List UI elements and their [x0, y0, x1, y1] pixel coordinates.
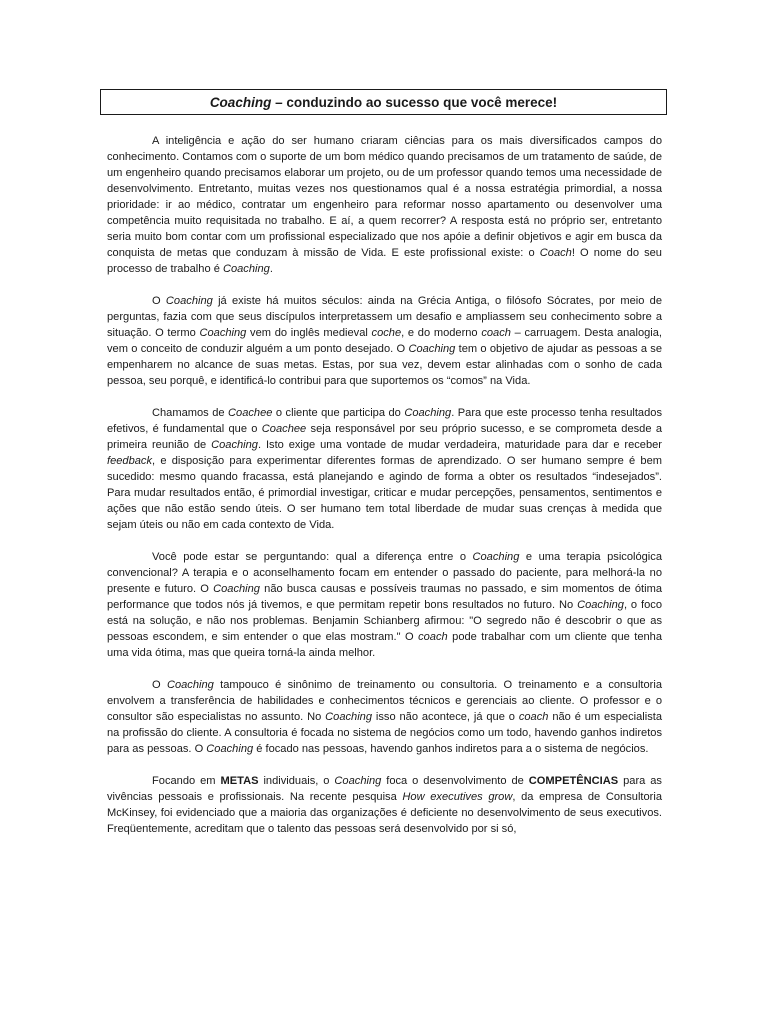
paragraph-run: Coaching: [472, 551, 520, 563]
paragraph-run: Coaching: [325, 711, 373, 723]
title-box: [100, 89, 667, 115]
paragraph: [107, 773, 662, 837]
paragraph-run: coach: [481, 327, 511, 339]
paragraph-run: O: [152, 295, 166, 307]
paragraph-run: ! O nome do seu processo de trabalho é: [107, 247, 662, 275]
title-italic: Coaching: [209, 94, 272, 110]
paragraph-run: coach: [418, 631, 448, 643]
paragraph-run: individuais, o: [258, 775, 335, 787]
paragraph-run: Coaching: [206, 743, 254, 755]
paragraph-run: o cliente que participa do: [272, 407, 405, 419]
paragraph-run: e uma terapia psicológica convencional? A terapia e o aconselhamento focam em entender o passado do paciente, para melhorá-la no presente e futuro. O: [107, 551, 662, 595]
paragraph-run: Coaching: [199, 327, 247, 339]
paragraph-run: Focando em: [152, 775, 221, 787]
paragraph-run: Você pode estar se perguntando: qual a diferença entre o: [152, 551, 473, 563]
paragraph-run: METAS: [220, 775, 259, 787]
paragraph-run: How executives grow: [402, 791, 513, 803]
paragraph-run: seja responsável por seu próprio sucesso, e se comprometa desde a primeira reunião de: [107, 423, 662, 451]
paragraph-run: Coaching: [166, 679, 214, 691]
paragraph-run: Chamamos de: [152, 407, 229, 419]
paragraph: [107, 133, 662, 277]
paragraph-run: não busca causas e possíveis traumas no passado, e sim momentos de ótima performance que todos nós já tivemos, e que permitam repetir bons resultados no futuro. No: [107, 583, 662, 611]
paragraph-run: Coaching: [211, 439, 258, 451]
paragraph-run: já existe há muitos séculos: ainda na Grécia Antiga, o filósofo Sócrates, por meio de perguntas, fazia com que seus discípulos interpretassem um desafio e ampliassem seu conhecimento sobre a situação. O termo: [107, 295, 662, 339]
paragraph-run: tampouco é sinônimo de treinamento ou consultoria. O treinamento e a consultoria envolvem a transferência de habilidades e conhecimentos técnicos e gerenciais ao cliente. O professor e o consultor são especialistas no assunto. No: [107, 679, 662, 723]
paragraph-run: coche: [371, 327, 402, 339]
paragraph-run: para as vivências pessoais e profissionais. Na recente pesquisa: [107, 775, 662, 803]
paragraph-run: é focado nas pessoas, havendo ganhos indiretos para a o sistema de negócios.: [253, 743, 649, 755]
paragraph-run: tem o objetivo de ajudar as pessoas a se empenharem no alcance de suas metas. Estas, por sua vez, devem estar alinhadas com o sonho de cada pessoa, seu porquê, e identificá-lo contribui para que suportemos os “comos” na Vida.: [107, 343, 662, 387]
paragraph-run: pode trabalhar com um cliente que tenha uma vida ótima, mas que queira torná-la ainda melhor.: [107, 631, 662, 659]
paragraph-run: não é um especialista na profissão do cliente. A consultoria é focada no sistema de negócios como um todo, havendo ganhos indiretos para as pessoas. O: [107, 711, 663, 755]
paragraph-run: Coaching: [222, 263, 270, 275]
paragraph: [107, 405, 662, 533]
paragraph-run: , da empresa de Consultoria McKinsey, foi evidenciado que a maioria das organizações é deficiente no desenvolvimento de seus executivos. Freqüentemente, acreditam que o talento das pessoas será desenvolvido por si só,: [107, 791, 662, 835]
paragraph-run: A inteligência e ação do ser humano criaram ciências para os mais diversificados campos do conhecimento. Contamos com o suporte de um bom médico quando precisamos de um tratamento de saúde, de um engenheiro quando precisamos elaborar um projeto, ou de um professor quando temos uma necessidade de desenvolvimento. Entretanto, muitas vezes nos questionamos qual é a nossa estratégia primordial, a nossa prioridade: ir ao médico, contratar um engenheiro para reformar nosso apartamento ou desenvolver uma competência muito requisitada no trabalho. E aí, a quem recorrer? A resposta está no próprio ser, entretanto seria muito bom contar com um profissional especializado que nos apóie a definir objetivos e agir em busca da conquista de metas que conduzam à missão de Vida. E este profissional existe: o: [107, 135, 662, 259]
paragraph-run: Coachee: [261, 423, 307, 435]
paragraph-run: . Isto exige uma vontade de mudar verdadeira, maturidade para dar e receber: [257, 439, 662, 451]
paragraph-run: Coaching: [408, 343, 456, 355]
paragraph-run: , e do moderno: [401, 327, 482, 339]
body-text: [107, 133, 662, 853]
title-rest: – conduzindo ao sucesso que você merece!: [271, 94, 558, 110]
paragraph-run: coach: [518, 711, 549, 723]
paragraph: [107, 293, 662, 389]
paragraph-run: feedback: [107, 455, 153, 467]
paragraph-run: , o foco está na solução, e não nos problemas. Benjamin Schianberg afirmou: "O segredo não é descobrir o que as pessoas escondem, e sim entender o que elas mostram." O: [107, 599, 662, 643]
paragraph: [107, 549, 662, 661]
paragraph-run: Coachee: [228, 407, 273, 419]
paragraph-run: Coaching: [334, 775, 382, 787]
paragraph-run: Coaching: [165, 295, 213, 307]
paragraph-run: Coaching: [577, 599, 624, 611]
page-title: [210, 95, 557, 110]
paragraph-run: – carruagem. Desta analogia, vem o conceito de conduzir alguém a um ponto desejado. O: [107, 327, 662, 355]
paragraph-run: Coaching: [213, 583, 260, 595]
paragraph-run: Coaching: [404, 407, 452, 419]
paragraph-run: isso não acontece, já que o: [372, 711, 519, 723]
paragraph-run: O: [152, 679, 167, 691]
paragraph: [107, 677, 662, 757]
paragraph-run: . Para que este processo tenha resultados efetivos, é fundamental que o: [107, 407, 662, 435]
paragraph-run: COMPETÊNCIAS: [528, 775, 619, 787]
paragraph-run: foca o desenvolvimento de: [381, 775, 529, 787]
paragraph-run: Coach: [539, 247, 572, 259]
paragraph-run: vem do inglês medieval: [246, 327, 372, 339]
paragraph-run: , e disposição para experimentar diferentes formas de aprendizado. O ser humano sempre é bem sucedido: mesmo quando fracassa, está planejando e agindo de forma a obter os resultados “indesejados”. Para mudar resultados então, é primordial investigar, criticar e mudar percepções, pensamentos, sentimentos e ações que não estão sendo úteis. O ser humano tem total liberdade de mudar suas crenças à medida que sejam úteis ou não em cada contexto de Vida.: [107, 455, 662, 531]
paragraph-run: .: [269, 263, 273, 275]
